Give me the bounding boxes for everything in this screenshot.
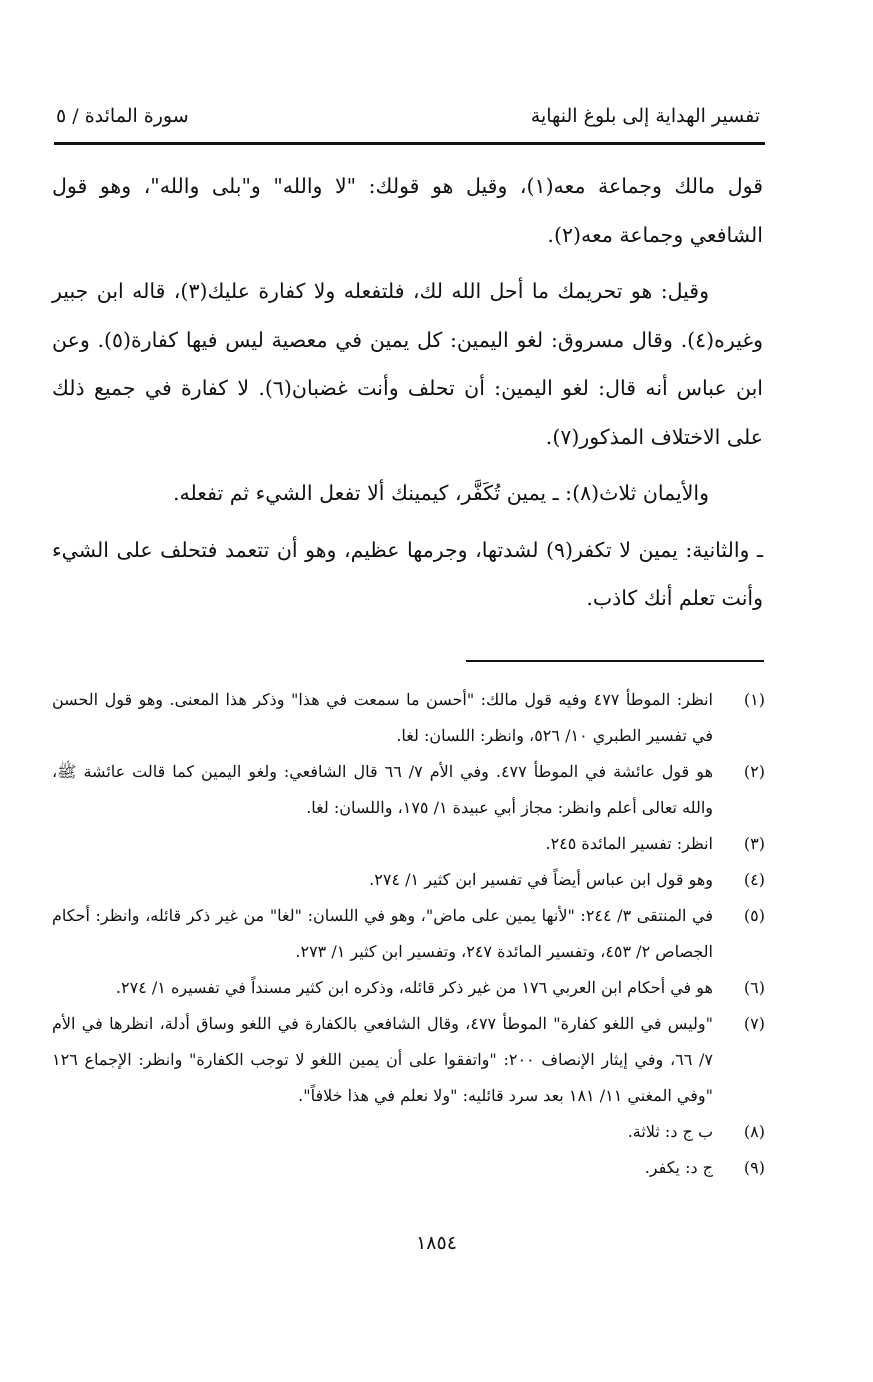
footnote-text: في المنتقى ٣/ ٢٤٤: "لأنها يمين على ماض"، وهو في اللسان: "لغا" من غير ذكر قائله، وانظر: أحكام الجصاص ٢/ ٤٥٣، وتفسير المائدة ٢٤٧، وتفسير ابن كثير ١/ ٢٧٣. — [52, 906, 713, 961]
header-rule — [54, 142, 765, 145]
footnote-text: "وليس في اللغو كفارة" الموطأ ٤٧٧، وقال الشافعي بالكفارة في اللغو وساق أدلة، انظرها في الأم ٧/ ٦٦، وفي إيثار الإنصاف ٢٠٠: "واتفقوا على أن يمين اللغو لا توجب الكفارة" وانظر: الإجماع ١٢٦ "وفي المغني ١١/ ١٨١ بعد سرد قائليه: "ولا نعلم في هذا خلافاً". — [52, 1014, 714, 1105]
footnote-number: (٢) — [743, 762, 765, 781]
footnote-number: (٨) — [743, 1122, 765, 1141]
footnote — [52, 682, 765, 754]
footnote-text: ج د: يكفر. — [644, 1158, 713, 1177]
footnote-number: (١) — [743, 690, 765, 709]
footnote — [52, 1006, 765, 1114]
book-title: تفسير الهداية إلى بلوغ النهاية — [530, 105, 760, 127]
footnote — [52, 1150, 765, 1186]
main-text — [52, 162, 763, 631]
footnote-text: انظر: تفسير المائدة ٢٤٥. — [545, 834, 713, 853]
footnote-number: (٤) — [743, 870, 765, 889]
footnote-text: هو في أحكام ابن العربي ١٧٦ من غير ذكر قائله، وذكره ابن كثير مسنداً في تفسيره ١/ ٢٧٤. — [115, 978, 713, 997]
surah-label: سورة المائدة / ٥ — [56, 105, 189, 127]
footnote-number: (٥) — [743, 906, 765, 925]
footnote — [52, 1114, 765, 1150]
paragraph: وقيل: هو تحريمك ما أحل الله لك، فلتفعله ولا كفارة عليك(٣)، قاله ابن جبير وغيره(٤). وقال مسروق: لغو اليمين: كل يمين في معصية ليس فيها كفارة(٥). وعن ابن عباس أنه قال: لغو اليمين: أن تحلف وأنت غضبان(٦). لا كفارة في جميع ذلك على الاختلاف المذكور(٧). — [52, 279, 764, 449]
footnote-text: ب ج د: ثلاثة. — [627, 1122, 713, 1141]
footnote-number: (٧) — [743, 1014, 765, 1033]
page-number: ١٨٥٤ — [416, 1232, 457, 1254]
footnote-text: انظر: الموطأ ٤٧٧ وفيه قول مالك: "أحسن ما سمعت في هذا" وذكر هذا المعنى. وهو قول الحسن في تفسير الطبري ١٠/ ٥٢٦، وانظر: اللسان: لغا. — [52, 690, 714, 745]
paragraph: والأيمان ثلاث(٨): ـ يمين تُكَفَّر، كيمينك ألا تفعل الشيء ثم تفعله. — [172, 481, 709, 505]
running-header — [56, 98, 760, 134]
paragraph: قول مالك وجماعة معه(١)، وقيل هو قولك: "لا والله" و"بلى والله"، وهو قول الشافعي وجماعة معه(٢). — [52, 174, 764, 247]
paragraph: ـ والثانية: يمين لا تكفر(٩) لشدتها، وجرمها عظيم، وهو أن تتعمد فتحلف على الشيء وأنت تعلم أنك كاذب. — [52, 537, 763, 610]
footnote-separator — [466, 660, 764, 662]
footnote-number: (٣) — [743, 834, 765, 853]
footnotes — [52, 682, 765, 1186]
footnote — [52, 754, 765, 826]
footnote-text: هو قول عائشة في الموطأ ٤٧٧. وفي الأم ٧/ ٦٦ قال الشافعي: ولغو اليمين كما قالت عائشة ﷺ، والله تعالى أعلم وانظر: مجاز أبي عبيدة ١/ ١٧٥، واللسان: لغا. — [52, 762, 714, 817]
footnote-number: (٩) — [743, 1158, 765, 1177]
footnote — [52, 826, 765, 862]
footnote — [52, 898, 765, 970]
footnote — [52, 862, 765, 898]
footnote-number: (٦) — [743, 978, 765, 997]
footnote — [52, 970, 765, 1006]
footnote-text: وهو قول ابن عباس أيضاً في تفسير ابن كثير ١/ ٢٧٤. — [369, 870, 713, 889]
